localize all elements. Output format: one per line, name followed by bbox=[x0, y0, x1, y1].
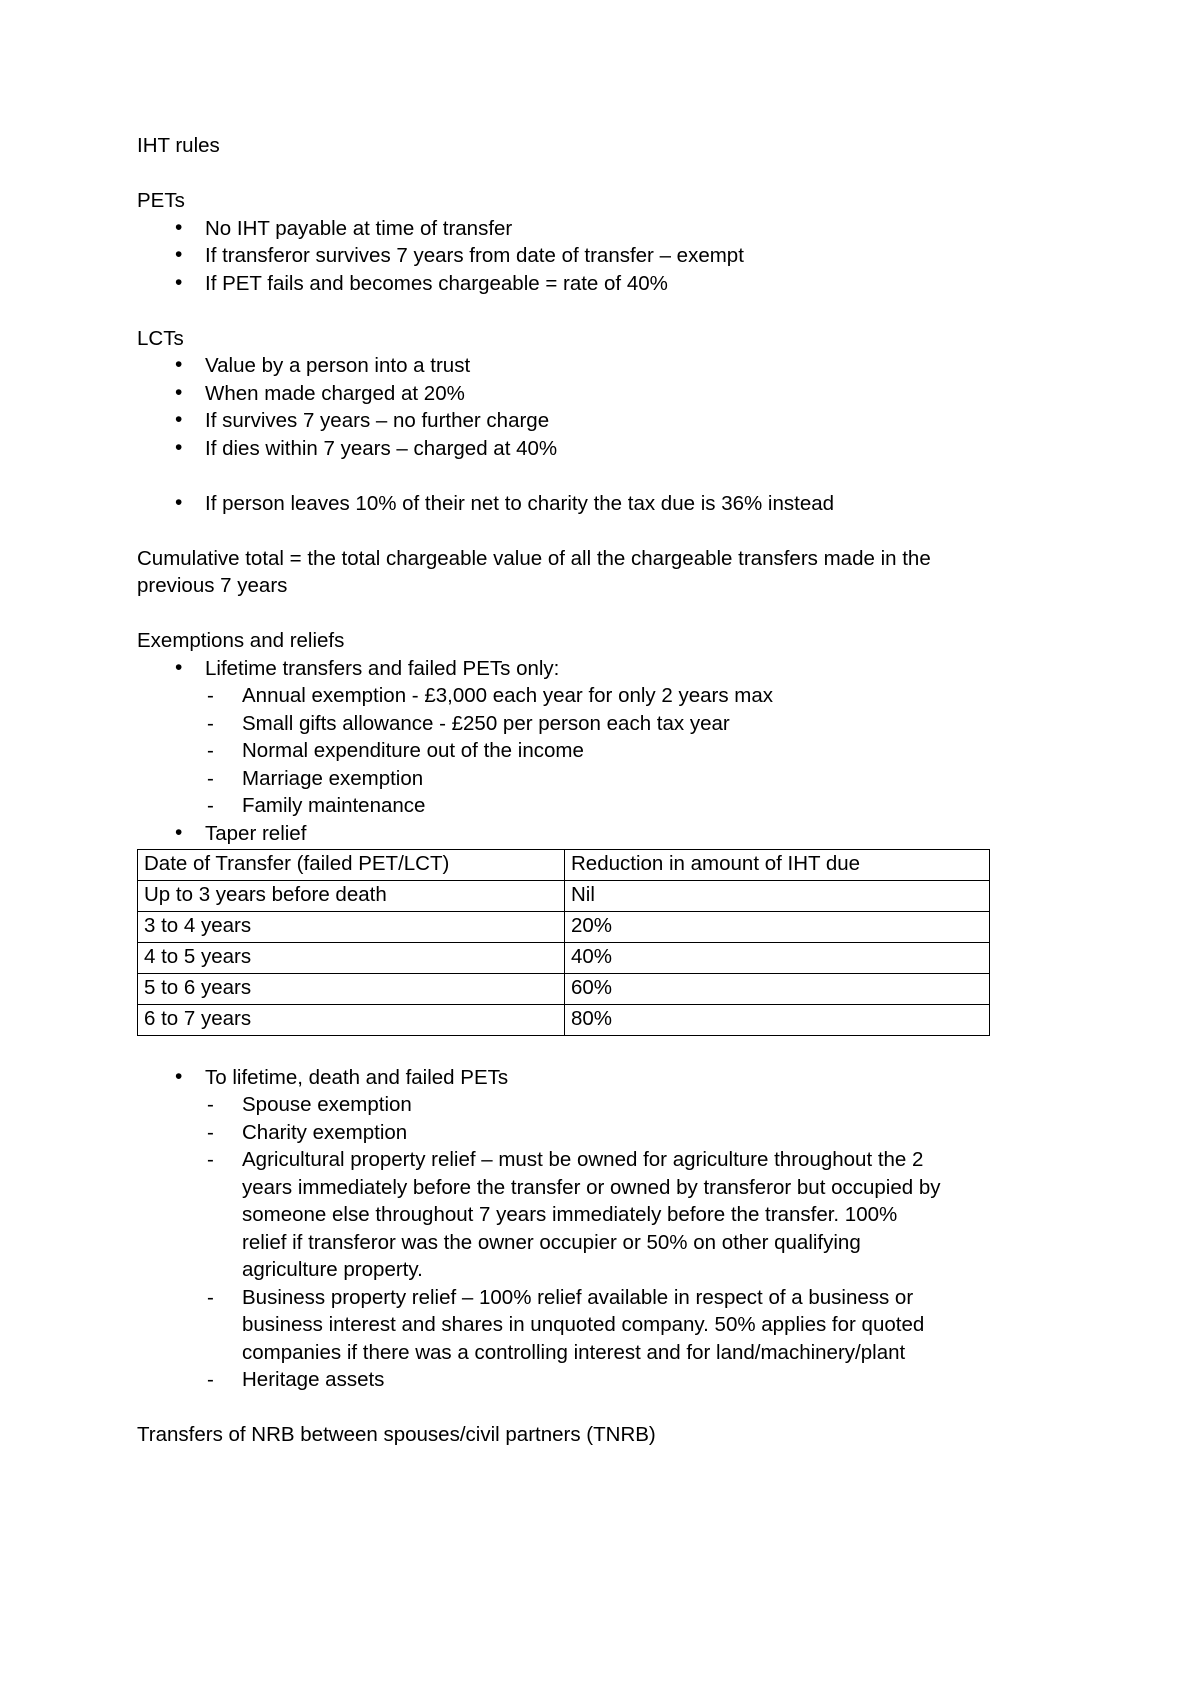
cumulative-total-paragraph: Cumulative total = the total chargeable value of all the chargeable transfers made in the previous 7 years bbox=[137, 546, 931, 597]
column-header-date-of-transfer: Date of Transfer (failed PET/LCT) bbox=[138, 850, 565, 881]
taper-relief-table bbox=[137, 849, 990, 1036]
list-item: • If PET fails and becomes chargeable = rate of 40% bbox=[137, 270, 943, 298]
spacer bbox=[137, 160, 943, 188]
table-row bbox=[138, 881, 990, 912]
list-item-lifetime-heading: • Lifetime transfers and failed PETs only: bbox=[137, 655, 943, 683]
list-item: - Heritage assets bbox=[137, 1366, 943, 1394]
spacer bbox=[137, 1394, 943, 1422]
page-title: IHT rules bbox=[137, 134, 220, 157]
document-body bbox=[137, 132, 943, 1449]
list-item-charity: • If person leaves 10% of their net to charity the tax due is 36% instead bbox=[137, 490, 943, 518]
pets-list bbox=[137, 215, 943, 298]
table-cell: 5 to 6 years bbox=[138, 974, 565, 1005]
list-item: - Family maintenance bbox=[137, 792, 943, 820]
section-heading-exemptions: Exemptions and reliefs bbox=[137, 629, 345, 652]
tnrb-heading: Transfers of NRB between spouses/civil partners (TNRB) bbox=[137, 1423, 656, 1446]
table-cell: 6 to 7 years bbox=[138, 1005, 565, 1036]
spacer-list-item bbox=[137, 462, 943, 490]
column-header-reduction: Reduction in amount of IHT due bbox=[565, 850, 990, 881]
list-item: - Spouse exemption bbox=[137, 1091, 943, 1119]
table-row bbox=[138, 974, 990, 1005]
section-heading-pets: PETs bbox=[137, 189, 185, 212]
list-item: • If transferor survives 7 years from date of transfer – exempt bbox=[137, 242, 943, 270]
list-item: - Normal expenditure out of the income bbox=[137, 737, 943, 765]
table-cell: 20% bbox=[565, 912, 990, 943]
table-cell: 60% bbox=[565, 974, 990, 1005]
spacer bbox=[137, 600, 943, 628]
lcts-list bbox=[137, 352, 943, 517]
taper-relief-list bbox=[137, 820, 943, 848]
spacer bbox=[137, 517, 943, 545]
table-header-row bbox=[138, 850, 990, 881]
list-item: • When made charged at 20% bbox=[137, 380, 943, 408]
table-row bbox=[138, 943, 990, 974]
table-cell: 4 to 5 years bbox=[138, 943, 565, 974]
list-item: - Charity exemption bbox=[137, 1119, 943, 1147]
list-item: • If dies within 7 years – charged at 40% bbox=[137, 435, 943, 463]
list-item: - Small gifts allowance - £250 per person each tax year bbox=[137, 710, 943, 738]
spacer bbox=[137, 1036, 943, 1064]
spacer bbox=[137, 297, 943, 325]
exemptions-list bbox=[137, 655, 943, 683]
list-item: - Annual exemption - £3,000 each year for only 2 years max bbox=[137, 682, 943, 710]
to-lifetime-sublist bbox=[137, 1091, 943, 1394]
to-lifetime-list bbox=[137, 1064, 943, 1092]
table-cell: 3 to 4 years bbox=[138, 912, 565, 943]
table-cell: Up to 3 years before death bbox=[138, 881, 565, 912]
list-item: • If survives 7 years – no further charge bbox=[137, 407, 943, 435]
table-cell: 80% bbox=[565, 1005, 990, 1036]
section-heading-lcts: LCTs bbox=[137, 326, 184, 350]
list-item-to-lifetime-heading: • To lifetime, death and failed PETs bbox=[137, 1064, 943, 1092]
list-item-business-property-relief: - Business property relief – 100% relief available in respect of a business or business interest and shares in unquoted company. 50% applies for quoted companies if there was a controlling interest and for land/machinery/plant bbox=[137, 1284, 943, 1367]
table-cell: 40% bbox=[565, 943, 990, 974]
lifetime-sublist bbox=[137, 682, 943, 820]
list-item: • No IHT payable at time of transfer bbox=[137, 215, 943, 243]
list-item-agricultural-property-relief: - Agricultural property relief – must be owned for agriculture throughout the 2 years immediately before the transfer or owned by transferor but occupied by someone else throughout 7 years immediately before the transfer. 100% relief if transferor was the owner occupier or 50% on other qualifying agriculture property. bbox=[137, 1146, 943, 1284]
table-row bbox=[138, 1005, 990, 1036]
list-item-taper-relief: • Taper relief bbox=[137, 820, 943, 848]
list-item: • Value by a person into a trust bbox=[137, 352, 943, 380]
table-cell: Nil bbox=[565, 881, 990, 912]
list-item: - Marriage exemption bbox=[137, 765, 943, 793]
table-row bbox=[138, 912, 990, 943]
